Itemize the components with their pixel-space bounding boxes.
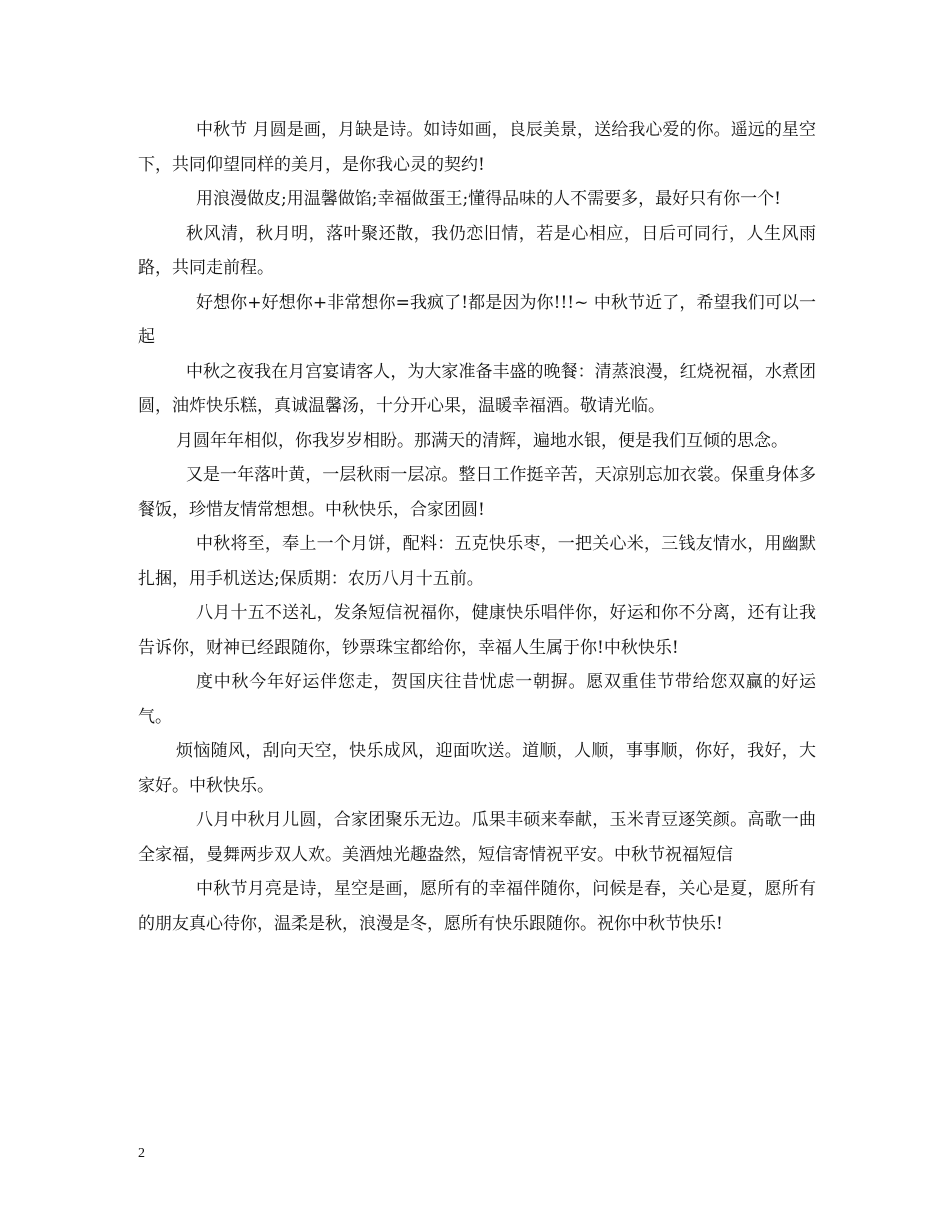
paragraph: 度中秋今年好运伴您走，贺国庆往昔忧虑一朝摒。愿双重佳节带给您双赢的好运气。 bbox=[138, 672, 816, 727]
paragraph: 秋风清，秋月明，落叶聚还散，我仍恋旧情，若是心相应，日后可同行，人生风雨路，共同走前程。 bbox=[138, 223, 816, 278]
document-body bbox=[138, 113, 816, 941]
paragraph: 中秋之夜我在月宫宴请客人，为大家准备丰盛的晚餐：清蒸浪漫，红烧祝福，水煮团圆，油炸快乐糕，真诚温馨汤，十分开心果，温暖幸福酒。敬请光临。 bbox=[138, 361, 816, 416]
paragraph: 八月十五不送礼，发条短信祝福你，健康快乐唱伴你，好运和你不分离，还有让我告诉你，财神已经跟随你，钞票珠宝都给你，幸福人生属于你!中秋快乐! bbox=[138, 603, 816, 658]
paragraph: 八月中秋月儿圆，合家团聚乐无边。瓜果丰硕来奉献，玉米青豆逐笑颜。高歌一曲全家福，曼舞两步双人欢。美酒烛光趣盎然，短信寄情祝平安。中秋节祝福短信 bbox=[138, 810, 816, 865]
paragraph: 中秋节 月圆是画，月缺是诗。如诗如画，良辰美景，送给我心爱的你。遥远的星空下，共同仰望同样的美月，是你我心灵的契约! bbox=[138, 120, 816, 175]
paragraph: 月圆年年相似，你我岁岁相盼。那满天的清辉，遍地水银，便是我们互倾的思念。 bbox=[176, 430, 788, 451]
page-number: 2 bbox=[138, 1146, 145, 1161]
paragraph: 好想你+好想你+非常想你=我疯了!都是因为你!!!~ 中秋节近了，希望我们可以一起 bbox=[138, 292, 816, 347]
paragraph: 用浪漫做皮;用温馨做馅;幸福做蛋王;懂得品味的人不需要多，最好只有你一个! bbox=[196, 189, 782, 209]
paragraph: 烦恼随风，刮向天空，快乐成风，迎面吹送。道顺，人顺，事事顺，你好，我好，大家好。中秋快乐。 bbox=[138, 741, 816, 796]
paragraph: 又是一年落叶黄，一层秋雨一层凉。整日工作挺辛苦，天凉别忘加衣裳。保重身体多餐饭，珍惜友情常想想。中秋快乐，合家团圆! bbox=[138, 465, 816, 520]
paragraph: 中秋将至，奉上一个月饼，配料：五克快乐枣，一把关心米，三钱友情水，用幽默扎捆，用手机送达;保质期：农历八月十五前。 bbox=[138, 534, 816, 589]
paragraph: 中秋节月亮是诗，星空是画，愿所有的幸福伴随你，问候是春，关心是夏，愿所有的朋友真心待你，温柔是秋，浪漫是冬，愿所有快乐跟随你。祝你中秋节快乐! bbox=[138, 879, 816, 934]
